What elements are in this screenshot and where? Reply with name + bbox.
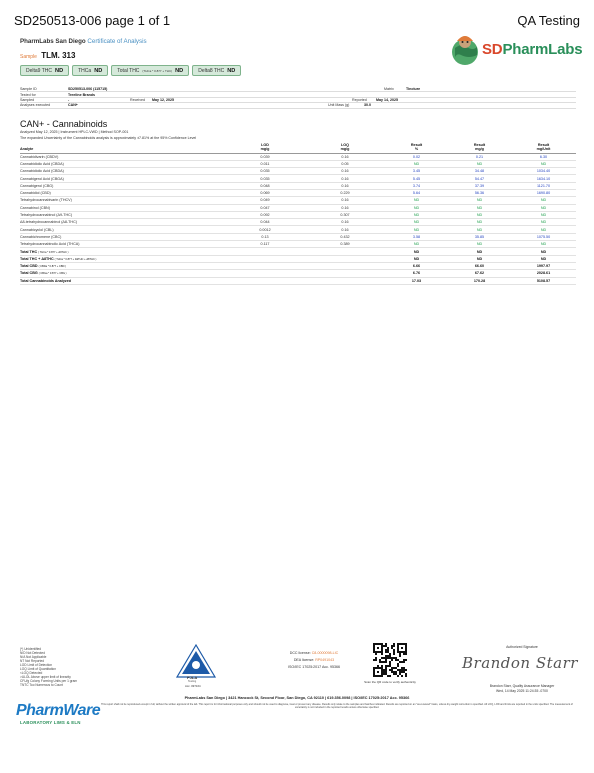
analyte-name: Tetrahydrocannabinolic Acid (THCA) [20,241,225,248]
matrix-label: Matrix [384,87,394,92]
table-body [20,153,576,284]
loq-value: 0.229 [305,189,385,196]
sample-label: Sample [20,54,37,60]
col-lod: LOD mg/g [225,142,305,153]
analyses-label: Analyses executed [20,103,51,108]
signer-block [472,684,572,693]
analyte-name: Cannabigerol Acid (CBGA) [20,175,225,182]
result-unit: ND [511,197,576,204]
result-mgg: 37.39 [448,182,511,189]
legend-item: LOQ Limit of Quantitation [20,667,56,671]
result-unit: 1634.10 [511,175,576,182]
chip-value: ND [55,67,64,74]
table-row [20,211,576,218]
loq-value: 0.16 [305,219,385,226]
total-pct: 6.76 [385,270,448,277]
loq-value [305,270,385,277]
lab-line [20,38,147,45]
table-row [20,182,576,189]
chip-value: ND [227,67,236,74]
result-pct: 3.74 [385,182,448,189]
chip-delta9-thc [20,65,69,76]
total-mgg: ND [448,248,511,255]
chip-label: Total THC [117,67,140,74]
loq-value [305,248,385,255]
reported-label: Reported [352,97,367,102]
total-mgg: 66.60 [448,262,511,269]
lod-value: 0.039 [225,153,305,160]
lod-value: 0.047 [225,204,305,211]
tested-for-label: Tested for [20,92,36,97]
loq-value: 0.16 [305,182,385,189]
chip-value: ND [175,67,184,74]
chip-value: ND [94,67,103,74]
total-unit: 1997.97 [511,262,576,269]
lod-value [225,255,305,262]
dea-license: DEA license: RP0491043 [293,658,335,662]
legend-item: N/D Not Detected [20,651,45,655]
pjla-accreditation: Acc. #97164 [185,684,201,688]
analyte-name: Cannabidivarin (CBDV) [20,153,225,160]
abbreviation-legend [20,647,77,687]
chip-total-thc [111,65,189,76]
result-unit: 1690.80 [511,189,576,196]
section-title: CAN+ - Cannabinoids [20,119,108,129]
sampled-label: Sampled [20,97,35,102]
total-unit: 5108.57 [511,277,576,284]
analyte-name: Δ8-tetrahydrocannabinol (Δ8-THC) [20,219,225,226]
result-pct: ND [385,226,448,233]
col-loq: LOQ mg/g [305,142,385,153]
result-unit: ND [511,160,576,167]
dcc-license: DCC license: C8-0000098-LIC [289,651,339,655]
result-unit: ND [511,226,576,233]
loq-value: 0.16 [305,175,385,182]
analyte-name: Cannabigerol (CBG) [20,182,225,189]
lod-value: 0.044 [225,219,305,226]
result-pct: ND [385,241,448,248]
coa-label: Certificate of Analysis [87,38,147,45]
lod-value: 0.035 [225,168,305,175]
lab-address: PharmLabs San Diego | 3421 Hancock St, Second Floor, San Diego, CA 92110 | 619.356.0098 | ISO/IEC 17025:2017 Acc. 95366 [184,696,410,700]
unit-mass-value: 30.0 [364,103,371,108]
qr-caption: Scan the QR code to verify authenticity [364,680,416,684]
chip-label: Delta8 THC [198,67,225,74]
table-row [20,204,576,211]
total-row [20,262,576,269]
loq-value [305,255,385,262]
qa-testing-label: QA Testing [517,12,580,28]
tested-for-value: Treeline Brands [68,92,95,97]
loq-value: 0.307 [305,211,385,218]
lod-value: 0.035 [225,175,305,182]
col-analyte: Analyte [20,142,225,153]
table-header-row [20,142,576,153]
analyte-name: Cannabicyclol (CBL) [20,226,225,233]
legend-item: (*) Unidentified [20,647,42,651]
chip-label: THCa [78,67,92,74]
legend-item: N/A Not Applicable [20,655,47,659]
result-mgg: 0.21 [448,153,511,160]
pharmware-tagline: LABORATORY LIMS & ELN [20,720,81,725]
result-pct: ND [385,160,448,167]
total-pct: ND [385,248,448,255]
table-row [20,160,576,167]
report-title: SD250513-006 page 1 of 1 [14,12,171,28]
legend-item: NT Not Reported [20,659,45,663]
lod-value: 0.0012 [225,226,305,233]
summary-chips [20,65,241,76]
total-row [20,255,576,262]
result-mgg: ND [448,204,511,211]
sampled-value: - [68,97,70,102]
result-pct: 5.45 [385,175,448,182]
result-pct: ND [385,211,448,218]
total-pct: ND [385,255,448,262]
total-name: Total CBG ( CBGa * 0.877 + CBG ) [20,270,225,277]
signer-name: Brandon Starr, Quality Assurance Manager [489,684,555,688]
analyte-name: Tetrahydrocannabivarin (THCV) [20,197,225,204]
result-mgg: ND [448,241,511,248]
result-mgg: 34.48 [448,168,511,175]
result-pct: 0.02 [385,153,448,160]
lod-value [225,248,305,255]
total-name: Total Cannabinoids Analyzed [20,277,225,284]
col-result-pct: Result % [385,142,448,153]
result-pct: 5.64 [385,189,448,196]
lod-value: 0.069 [225,189,305,196]
result-mgg: ND [448,211,511,218]
table-row [20,153,576,160]
result-unit: 1075.50 [511,233,576,240]
result-pct: ND [385,204,448,211]
chip-formula: (THCa * 0.877 + THC) [142,68,173,73]
legend-item: CFU/g Colony Forming Units per 1 gram [20,679,78,683]
loq-value [305,277,385,284]
handwritten-signature: Brandon Starr [462,654,578,672]
result-mgg: ND [448,219,511,226]
loq-value: 0.05 [305,160,385,167]
total-name: Total THC + Δ8THC ( THCa * 0.877 + Δ9THC + Δ8THC ) [20,255,225,262]
brand-prefix: SD [482,41,503,58]
lod-value: 0.011 [225,160,305,167]
total-mgg: 67.62 [448,270,511,277]
table-row [20,175,576,182]
result-mgg: 56.36 [448,189,511,196]
license-block [264,650,364,671]
analyte-name: Cannabinol (CBN) [20,204,225,211]
total-row [20,270,576,277]
matrix-value: Tincture [406,87,421,92]
legend-item: >ULOL Above upper limit of linearity [20,675,71,679]
result-mgg: 35.85 [448,233,511,240]
cannabinoids-table [20,142,576,285]
lod-value: 0.092 [225,211,305,218]
chip-delta8-thc [192,65,241,76]
loq-value: 0.16 [305,226,385,233]
lod-value [225,270,305,277]
result-unit: ND [511,204,576,211]
pjla-testing: Testing [188,680,197,683]
page-header [14,12,580,28]
result-pct: 3.45 [385,168,448,175]
result-unit: 6.30 [511,153,576,160]
total-row [20,277,576,284]
result-mgg: ND [448,226,511,233]
loq-value: 0.389 [305,241,385,248]
total-name: Total THC ( THCa * 0.877 + Δ9THC ) [20,248,225,255]
sample-line [20,51,75,60]
brand-suffix: PharmLabs [502,41,583,58]
loq-value: 0.432 [305,233,385,240]
result-mgg: 54.47 [448,175,511,182]
table-row [20,168,576,175]
total-unit: 2028.61 [511,270,576,277]
unit-mass-label: Unit Mass (g) [328,103,350,108]
result-unit: ND [511,241,576,248]
total-row [20,248,576,255]
iso-accreditation: ISO/IEC 17025:2017 Acc. 95366 [288,665,340,669]
result-pct: 3.58 [385,233,448,240]
section-uncertainty-note: The expanded Uncertainty of the Cannabinoids analysis is approximately ±7.81% at the 95% Confidence Level [20,136,197,140]
total-pct: 17.03 [385,277,448,284]
loq-value: 0.16 [305,153,385,160]
total-unit: ND [511,255,576,262]
result-pct: ND [385,219,448,226]
lod-value [225,262,305,269]
pharmware-logo [16,702,101,732]
analyte-name: Cannabichromene (CBC) [20,233,225,240]
sample-name: TLM. 313 [41,51,76,60]
result-mgg: ND [448,160,511,167]
loq-value: 0.16 [305,204,385,211]
lod-value [225,277,305,284]
sample-id-label: Sample ID [20,87,37,92]
table-row [20,226,576,233]
chip-thca [72,65,108,76]
total-name: Total CBD ( CBDa * 0.877 + CBD ) [20,262,225,269]
result-unit: 1121.70 [511,182,576,189]
lab-name: PharmLabs San Diego [20,38,86,45]
analyses-value: CAN+ [68,103,78,108]
result-pct: ND [385,197,448,204]
loq-value: 0.16 [305,197,385,204]
globe-mascot-icon [449,33,481,69]
result-unit: ND [511,219,576,226]
lod-value: 0.13 [225,233,305,240]
chip-label: Delta9 THC [26,67,53,74]
legend-item: LOD Limit of Detection [20,663,53,667]
reported-value: May 14, 2025 [376,97,398,102]
total-pct: 6.66 [385,262,448,269]
sample-meta [20,87,576,109]
lod-value: 0.117 [225,241,305,248]
analyte-name: Cannabidiol (CBD) [20,189,225,196]
sign-date: Wed, 14 May 2025 11:24:35 -0700 [496,688,548,693]
col-result-mgg: Result mg/g [448,142,511,153]
brand-name [482,41,582,58]
table-row [20,219,576,226]
table-row [20,197,576,204]
disclaimer: This report shall not be reproduced except in full, without the written approval of the lab. This report is for informational purposes only and should not be used to diagnose, treat or prevent any disease. Results only relate to the samples and batches indicated. Results are reported on an "as-received" basis, unless dry-weight correction is specified. All LOQ, LOD and limits are reported in the units specified. The measurement of uncertainty is not included in the reported results unless otherwise specified. [101,703,573,710]
total-unit: ND [511,248,576,255]
pharmware-wordmark: PharmWare [16,702,101,719]
result-unit: 1034.40 [511,168,576,175]
table-row [20,241,576,248]
result-unit: ND [511,211,576,218]
col-result-unit: Result mg/Unit [511,142,576,153]
legend-item: TNTC Too Numerous to Count [20,683,63,687]
result-mgg: ND [448,197,511,204]
analyte-name: Tetrahydrocannabinol (Δ9-THC) [20,211,225,218]
loq-value: 0.16 [305,168,385,175]
lod-value: 0.049 [225,197,305,204]
sdpharmlabs-logo [449,33,583,69]
analyte-name: Cannabidiolic Acid (CBDA) [20,160,225,167]
meta-row [20,103,576,108]
received-value: May 12, 2025 [152,97,174,102]
table-row [20,233,576,240]
qr-code-icon[interactable] [373,643,407,677]
table-row [20,189,576,196]
section-analyzed: Analyzed May 12, 2025 | Instrument HPLC-VWD | Method SOP-001 [20,130,129,134]
pjla-label: PJLA [187,675,198,680]
authorized-signature-label: Authorized Signature [506,645,538,649]
sample-id-value: SD250513-006 (115715) [68,87,108,92]
loq-value [305,262,385,269]
received-label: Received [130,97,145,102]
legend-item: <LOQ Detected [20,671,43,675]
total-mgg: 170.28 [448,277,511,284]
total-mgg: ND [448,255,511,262]
analyte-name: Cannabidiolic Acid (CBDA) [20,168,225,175]
lod-value: 0.048 [225,182,305,189]
